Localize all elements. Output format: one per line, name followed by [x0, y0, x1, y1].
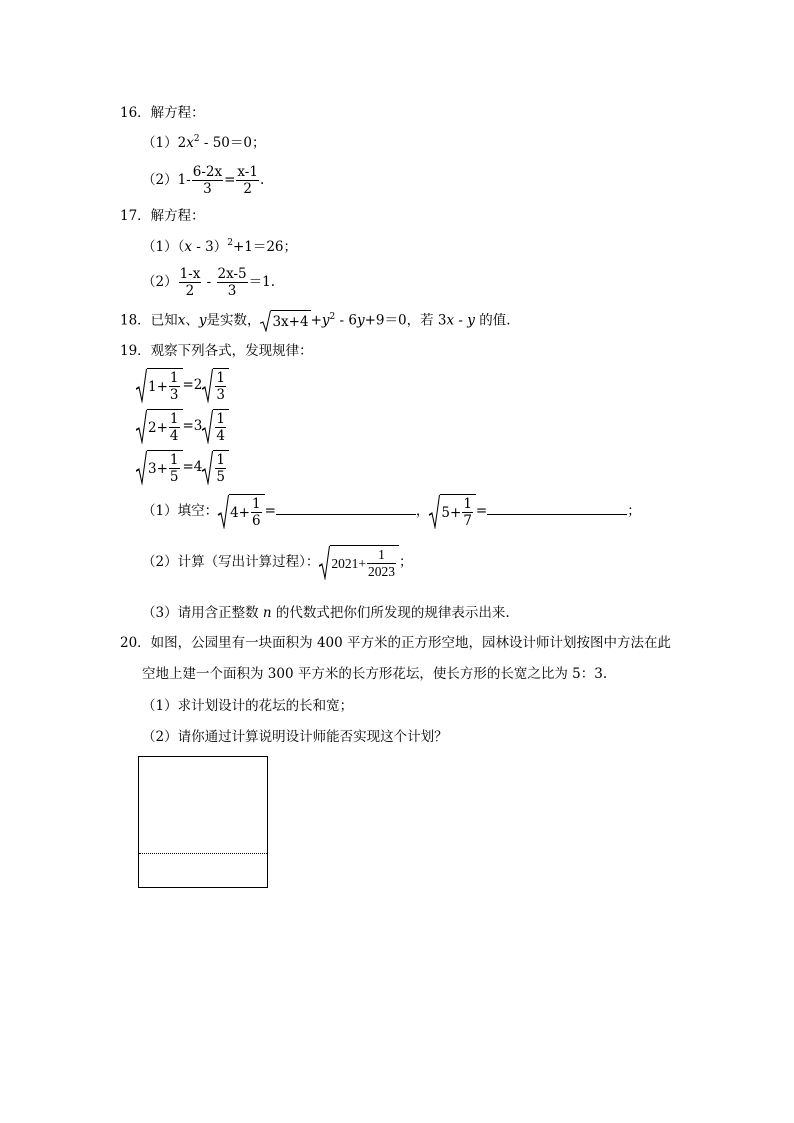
q19-row2-den: 4 [169, 428, 179, 444]
q19-row3-num: 1 [169, 452, 179, 468]
q16-p2-frac1-num: 6-2x [192, 164, 223, 180]
q19-row2-rden: 4 [216, 428, 225, 444]
q20-part2: （2）请你通过计算说明设计师能否实现这个计划？ [142, 729, 448, 745]
q19-p1-sqrt-a [218, 494, 265, 529]
q17-p2-frac2-num: 2x-5 [217, 266, 247, 282]
radical-sign-icon [319, 545, 330, 580]
q17-part2 [142, 262, 275, 302]
q19-row1-int: 1+ [148, 378, 168, 395]
q16-p2-end: . [259, 172, 265, 188]
q19-p1-comma: ， [415, 503, 430, 519]
q18-radicand: 3x+4 [271, 310, 310, 332]
q19-row1-eq: =2 [182, 377, 203, 393]
q16-title: 16．解方程： [120, 105, 205, 121]
q19-p1-b-den: 7 [463, 513, 472, 529]
q19-row3-rhs [202, 450, 229, 485]
q19-row3-int: 3+ [148, 460, 168, 477]
q19-p1-a-num: 1 [252, 496, 261, 512]
q19-row1-lhs [136, 368, 183, 403]
q18-statement [120, 310, 511, 333]
q19-p2-num: 1 [367, 547, 396, 564]
q19-p3-var: n [262, 605, 272, 621]
radical-sign-icon [202, 450, 213, 485]
q16-p2-frac2-num: x-1 [237, 164, 258, 180]
q17-p2-frac1-den: 2 [185, 283, 195, 299]
radical-sign-icon [202, 368, 213, 403]
q19-row2-lhs [136, 409, 183, 444]
radical-sign-icon [260, 310, 271, 332]
q18-y: y [198, 312, 207, 329]
radical-sign-icon [136, 450, 147, 485]
q19-row-1 [136, 368, 229, 403]
q18-x: x [177, 312, 186, 329]
q19-row1-rden: 3 [216, 387, 225, 403]
q18-y2: y [321, 312, 330, 329]
q16-p2-frac1 [192, 164, 223, 197]
q19-row1-den: 3 [169, 387, 179, 403]
dotted-divider-line [139, 853, 267, 854]
q19-row2-rnum: 1 [216, 411, 225, 427]
radical-sign-icon [202, 409, 213, 444]
q19-p2-end: ； [398, 554, 413, 570]
q19-row2-rhs [202, 409, 229, 444]
q19-row3-rden: 5 [216, 469, 225, 485]
q19-row1-rnum: 1 [216, 370, 225, 386]
answer-blank-1[interactable] [276, 502, 416, 515]
q19-row1-num: 1 [169, 370, 179, 386]
q19-part1 [142, 494, 641, 529]
q19-p2-den: 2023 [367, 564, 395, 579]
q19-p2-int: 2021+ [331, 555, 366, 571]
q19-row3-eq: =4 [182, 459, 203, 475]
q19-row2-int: 2+ [148, 419, 168, 436]
q20-part1: （1）求计划设计的花坛的长和宽； [142, 698, 354, 714]
q19-row-2 [136, 409, 229, 444]
q16-p2-frac2-den: 2 [243, 181, 252, 197]
q18-post1: - 6 [335, 312, 357, 329]
q17-p2-frac2-den: 3 [227, 283, 237, 299]
q17-p2-frac2 [217, 266, 248, 299]
q19-row2-num: 1 [169, 411, 179, 427]
q16-part2 [142, 160, 264, 200]
q19-part3 [142, 603, 510, 623]
q16-p2-frac2 [236, 164, 259, 197]
q18-exp: 2 [329, 311, 336, 322]
q17-p1-mid: - 3） [191, 239, 228, 255]
q18-post3: - [454, 312, 468, 329]
q16-p2-eq: = [224, 172, 236, 188]
q19-p1-b-num: 1 [463, 496, 472, 512]
q17-p2-pre: （2） [142, 274, 178, 290]
q20-line2: 空地上建一个面积为 300 平方米的长方形花坛，使长方形的长宽之比为 5：3. [142, 666, 608, 682]
q18-post4: 的值. [474, 312, 511, 329]
q16-p1-exp: 2 [193, 134, 200, 144]
q17-title: 17．解方程： [120, 208, 205, 224]
q18-post2: +9＝0，若 3 [364, 312, 447, 329]
q17-p2-frac1 [179, 266, 202, 299]
q16-p2-pre: （2） [142, 172, 178, 188]
q19-p3-post: 的代数式把你们所发现的规律表示出来. [271, 605, 510, 621]
q18-sep: 、 [185, 312, 199, 329]
q17-p1-post: +1＝26； [232, 239, 298, 255]
q18-y4: y [467, 312, 475, 329]
q16-p1-pre: （1）2 [142, 135, 187, 151]
q18-sqrt [260, 310, 310, 332]
q19-row3-lhs [136, 450, 183, 485]
q17-p2-minus: - [202, 274, 216, 290]
q19-p1-sqrt-b [429, 494, 476, 529]
q19-p1-a-int: 4+ [230, 504, 250, 521]
q19-part2 [142, 545, 412, 580]
q17-p2-post: ＝1. [248, 274, 276, 290]
radical-sign-icon [429, 494, 440, 529]
q19-p1-b-int: 5+ [441, 504, 462, 521]
q18-x2: x [446, 312, 455, 329]
q16-p2-one: 1- [177, 172, 191, 188]
radical-sign-icon [218, 494, 229, 529]
q18-mid: 是实数， [206, 312, 261, 329]
answer-blank-2[interactable] [487, 502, 627, 515]
q17-p1-exp: 2 [227, 238, 233, 248]
q16-p2-frac1-den: 3 [203, 181, 212, 197]
q19-p3-pre: （3）请用含正整数 [142, 605, 263, 621]
q19-p1-eq2: = [475, 503, 488, 519]
q19-p1-label: （1）填空： [142, 503, 219, 519]
q16-part1 [142, 133, 265, 155]
q18-plus: + [310, 312, 322, 329]
radical-sign-icon [136, 368, 147, 403]
q19-row-3 [136, 450, 229, 485]
q17-p1-pre: （1）（ [142, 239, 185, 255]
q19-row3-den: 5 [169, 469, 179, 485]
q16-p1-var: x [186, 135, 194, 151]
q17-p1-var: x [184, 239, 192, 255]
q19-p1-end: ； [627, 503, 641, 519]
q19-title: 19．观察下列各式，发现规律： [120, 343, 313, 359]
radical-sign-icon [136, 409, 147, 444]
square-plot-figure [138, 756, 268, 888]
q19-p2-label: （2）计算（写出计算过程）： [142, 554, 320, 570]
q20-line1: 20．如图，公园里有一块面积为 400 平方米的正方形空地，园林设计师计划按图中方法在此 [120, 635, 672, 651]
q19-row1-rhs [202, 368, 229, 403]
q19-row2-eq: =3 [182, 418, 203, 434]
q19-p2-sqrt [319, 545, 399, 580]
q19-p1-eq1: = [264, 503, 276, 519]
q17-part1 [142, 237, 297, 259]
q19-row3-rnum: 1 [216, 452, 225, 468]
q18-y3: y [356, 312, 365, 329]
q16-p1-post: - 50＝0； [199, 135, 266, 151]
q17-p2-frac1-num: 1-x [179, 266, 201, 282]
q19-p1-a-den: 6 [252, 513, 261, 529]
q18-pre: 18．已知 [120, 312, 178, 329]
